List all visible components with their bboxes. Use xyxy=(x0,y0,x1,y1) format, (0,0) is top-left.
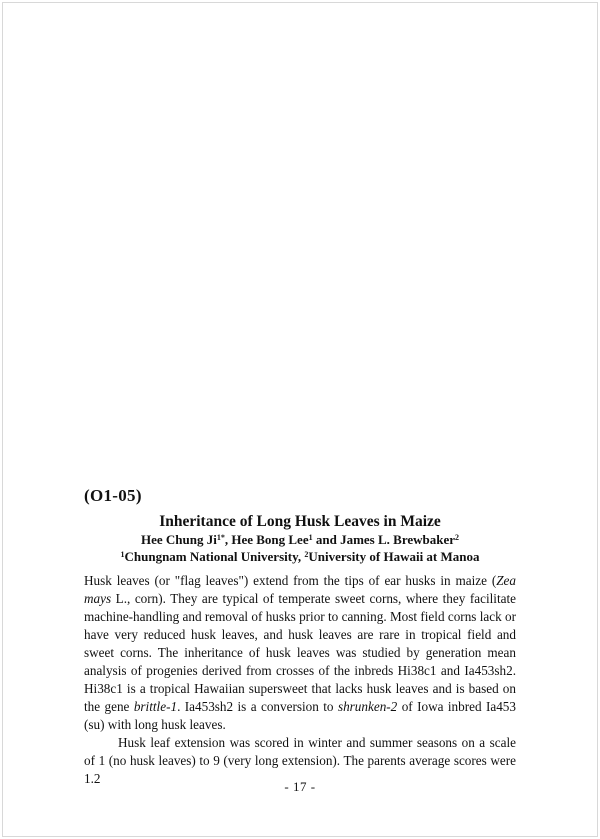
author-mark: 1* xyxy=(216,533,225,542)
species-name: Zea mays xyxy=(84,573,516,606)
affiliation-name: University of Hawaii at Manoa xyxy=(308,549,480,564)
author-name: James L. Brewbaker xyxy=(340,532,456,547)
session-code: (O1-05) xyxy=(84,486,142,505)
paragraph xyxy=(84,572,516,734)
author-name: Hee Bong Lee xyxy=(231,532,309,547)
paper-header xyxy=(84,512,516,565)
paragraph-text: of Iowa inbred Ia453 (su) with long husk leaves. xyxy=(84,699,516,732)
author-line: Hee Chung $Ji^{1*}$, Hee Bong Lee$^1$ and James L. Brewbaker$^2$ xyxy=(140,532,460,547)
paper-title: Inheritance of Long Husk Leaves in Maize xyxy=(159,513,441,530)
page-number: - 17 - xyxy=(284,779,316,794)
affiliation-name: Chungnam National University xyxy=(124,549,298,564)
gene-name: brittle-1 xyxy=(133,699,178,714)
author-mark: 2 xyxy=(455,533,460,542)
abstract-body xyxy=(84,572,516,788)
paragraph-text: L., corn). They are typical of temperate sweet corns, where they facilitate machine-handling and removal of husks prior to canning. Most field corns lack or have very reduced husk leaves, and husk leaves are rare in tropical field and sweet corns. The inheritance of husk leaves was studied by generation mean analysis of progenies derived from crosses of the inbreds Hi38c1 and Ia453sh2. Hi38c1 is a tropical Hawaiian supersweet that lacks husk leaves and is based on the gene xyxy=(84,591,516,714)
paragraph-text: . Ia453sh2 is a conversion to xyxy=(177,699,338,714)
paragraph-text: Husk leaves (or "flag leaves") extend from the tips of ear husks in maize ( xyxy=(84,573,497,588)
affiliation-mark: 1 xyxy=(120,550,125,559)
gene-name: shrunken-2 xyxy=(337,699,398,714)
paragraph: Husk leaf extension was scored in winter and summer seasons on a scale of 1 (no husk leaves) to 9 (very long extension). The parents average scores were 1.2 xyxy=(84,735,516,786)
author-name: Hee Chung Ji xyxy=(140,532,217,547)
affiliation-line: $^1$Chungnam National University, $^2$University of Hawaii at Manoa xyxy=(120,549,480,564)
affiliation-mark: 2 xyxy=(304,550,309,559)
author-mark: 1 xyxy=(308,533,313,542)
